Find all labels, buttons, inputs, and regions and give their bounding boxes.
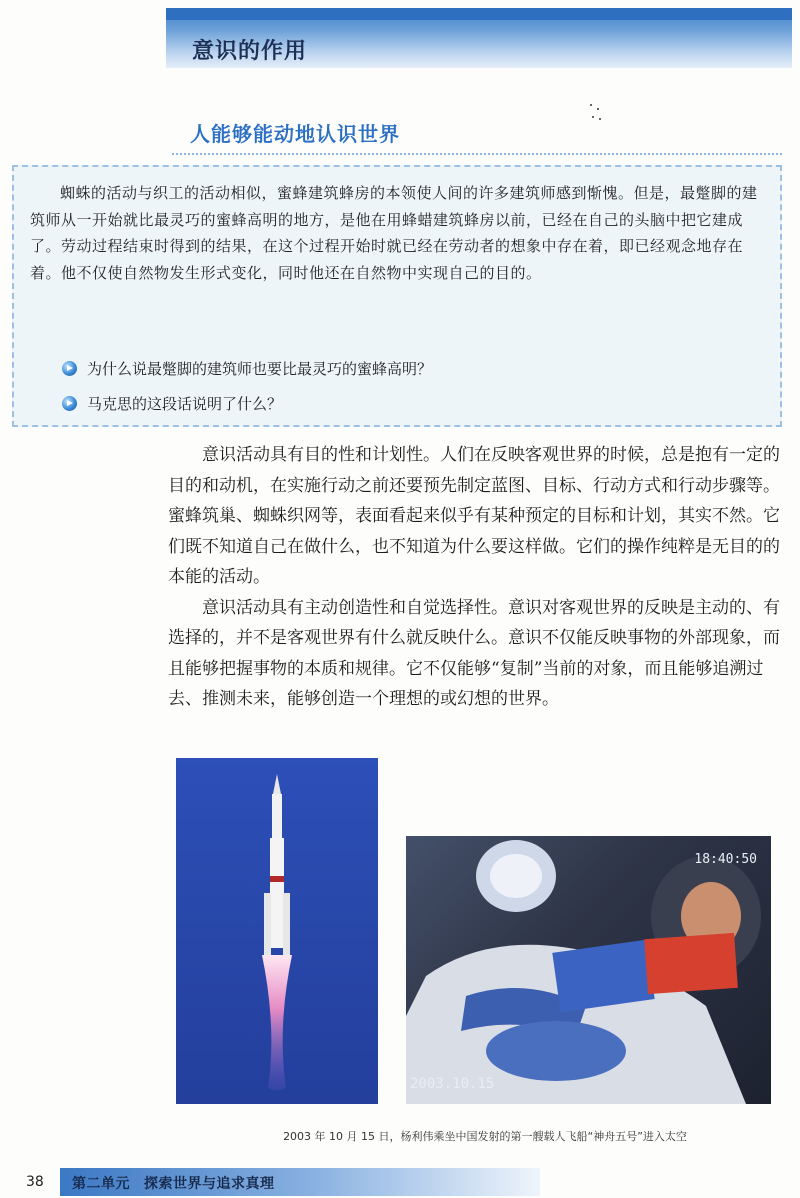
timestamp: 18:40:50 [694,852,757,867]
rocket-illustration [176,758,378,1104]
question-text: 为什么说最蹩脚的建筑师也要比最灵巧的蜜蜂高明？ [87,360,433,378]
quote-text: 蜘蛛的活动与织工的活动相似，蜜蜂建筑蜂房的本领使人间的许多建筑师感到惭愧。但是，最蹩脚的建筑师从一开始就比最灵巧的蜜蜂高明的地方，是他在用蜂蜡建筑蜂房以前，已经在自己的头脑中把它建成了。劳动过程结束时得到的结果，在这个过程开始时就已经在劳动者的想象中存在着，即已经观念地存在着。他不仅使自然物发生形式变化，同时他还在自然物中实现自己的目的。 [30,184,758,282]
photo-caption: 2003 年 10 月 15 日，杨利伟乘坐中国发射的第一艘载人飞船“神舟五号”进入太空 [283,1130,687,1143]
datestamp: 2003.10.15 [410,1076,495,1092]
subsection-title: 人能够能动地认识世界 [190,122,400,146]
question-item [62,358,432,379]
dotted-divider [172,153,782,155]
rocket-launch-photo [176,758,378,1104]
play-bullet-icon [62,361,77,376]
sparkle-decoration [588,102,602,122]
unit-title: 探索世界与追求真理 [144,1176,275,1192]
play-bullet-icon [62,396,77,411]
page-number: 38 [26,1174,44,1190]
question-text: 马克思的这段话说明了什么？ [87,395,283,413]
section-title: 意识的作用 [192,39,308,64]
body-paragraph: 意识活动具有目的性和计划性。人们在反映客观世界的时候，总是抱有一定的目的和动机，在实施行动之前还要预先制定蓝图、目标、行动方式和行动步骤等。蜜蜂筑巢、蜘蛛织网等，表面看起来似乎有某种预定的目标和计划，其实不然。它们既不知道自己在做什么，也不知道为什么要这样做。它们的操作纯粹是无目的的本能的活动。 [168,445,780,587]
question-item [62,393,282,414]
astronaut-illustration [406,836,771,1104]
body-paragraph: 意识活动具有主动创造性和自觉选择性。意识对客观世界的反映是主动的、有选择的，并不是客观世界有什么就反映什么。意识不仅能反映事物的外部现象，而且能够把握事物的本质和规律。它不仅能够“复制”当前的对象，而且能够追溯过去、推测未来，能够创造一个理想的或幻想的世界。 [168,597,780,709]
unit-label: 第二单元 [72,1176,130,1192]
astronaut-photo [406,836,771,1104]
body-text [168,440,780,715]
footer-unit [72,1173,275,1193]
